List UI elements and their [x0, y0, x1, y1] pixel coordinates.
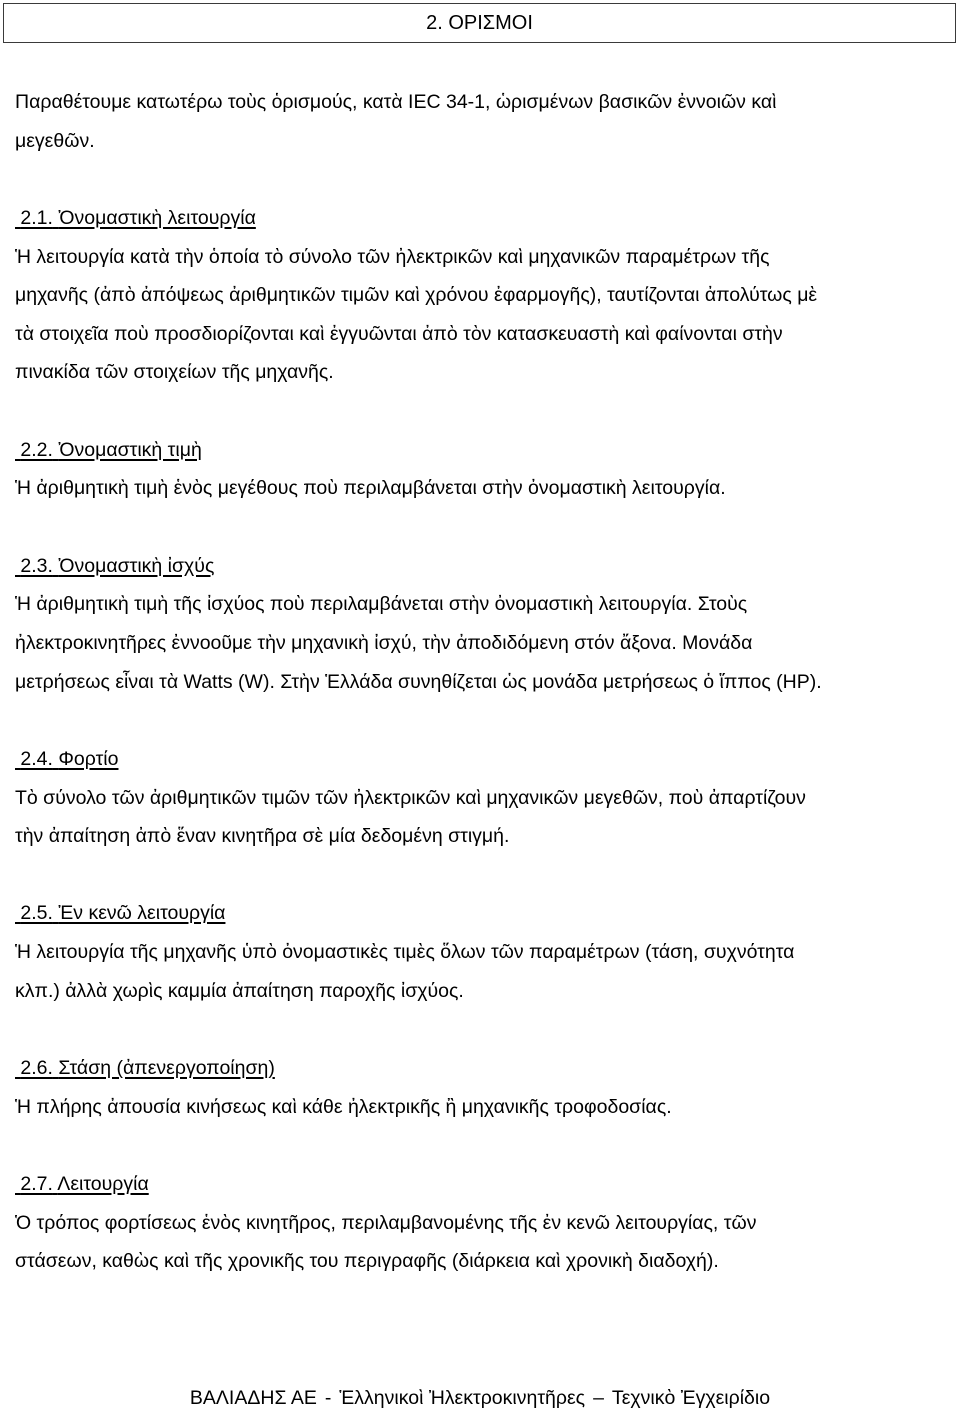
section-line: μηχανῆς (ἀπὸ ἀπόψεως ἀριθμητικῶν τιμῶν καὶ χρόνου ἐφαρμογῆς), ταυτίζονται ἀπολύτως μὲ [15, 284, 818, 307]
intro-line: μεγεθῶν. [15, 129, 95, 152]
section-line: ἠλεκτροκινητῆρες ἐννοοῦμε τὴν μηχανικὴ ἰσχύ, τὴν ἀποδιδόμενη στόν ἄξονα. Μονάδα [15, 631, 753, 654]
section-line: Ἡ λειτουργία κατὰ τὴν ὁποία τὸ σύνολο τῶν ἠλεκτρικῶν καὶ μηχανικῶν παραμέτρων τῆς [15, 245, 770, 268]
section-heading [15, 547, 950, 586]
section-line: πινακίδα τῶν στοιχείων τῆς μηχανῆς. [15, 361, 334, 384]
section-number: 2.4. [20, 747, 53, 770]
section-number: 2.3. [20, 554, 53, 577]
section-line: Ἡ πλήρης ἀπουσία κινήσεως καὶ κάθε ἠλεκτρικῆς ἢ μηχανικῆς τροφοδοσίας. [15, 1095, 672, 1118]
section-line: μετρήσεως εἶναι τὰ Watts (W). Στὴν Ἑλλάδα συνηθίζεται ὡς μονάδα μετρήσεως ὁ ἵππος (HP). [15, 670, 822, 693]
section-number: 2.6. [20, 1057, 53, 1080]
section-line: τὴν ἀπαίτηση ἀπὸ ἕναν κινητῆρα σὲ μία δεδομένη στιγμή. [15, 825, 510, 848]
section-heading [15, 1049, 950, 1088]
section-heading [15, 740, 950, 779]
section-title: Φορτίο [58, 747, 119, 770]
section-heading [15, 199, 950, 238]
section-2-7 [15, 1165, 950, 1281]
document-body [15, 83, 950, 1281]
intro-paragraph [15, 83, 950, 160]
section-line: Ἡ ἀριθμητικὴ τιμὴ ἑνὸς μεγέθους ποὺ περιλαμβάνεται στὴν ὀνομαστικὴ λειτουργία. [15, 477, 726, 500]
section-heading [15, 894, 950, 933]
intro-line: Παραθέτουμε κατωτέρω τοὺς ὁρισμούς, κατὰ IEC 34-1, ὡρισμένων βασικῶν ἐννοιῶν καὶ [15, 91, 777, 113]
footer-company: ΒΑΛΙΑΔΗΣ ΑΕ [189, 1387, 317, 1409]
section-title: Ἐν κενῶ λειτουργία [58, 902, 226, 925]
section-title: Ὀνομαστικὴ λειτουργία [58, 206, 256, 229]
section-2-3 [15, 547, 950, 702]
section-2-6 [15, 1049, 950, 1126]
section-heading [15, 1165, 950, 1204]
section-title: Ὀνομαστικὴ ἰσχύς [58, 554, 215, 577]
section-title: Λειτουργία [57, 1172, 149, 1195]
section-line: Ἡ λειτουργία τῆς μηχανῆς ὑπὸ ὀνομαστικὲς τιμὲς ὅλων τῶν παραμέτρων (τάση, συχνότητα [15, 941, 795, 964]
section-2-2 [15, 431, 950, 508]
footer-product: Ἑλληνικοὶ Ἠλεκτροκινητῆρες [339, 1387, 586, 1409]
footer-separator: – [593, 1387, 604, 1409]
section-number: 2.7. [20, 1172, 53, 1195]
section-number: 2.2. [20, 438, 53, 461]
section-number: 2.5. [20, 902, 53, 925]
section-line: τὰ στοιχεῖα ποὺ προσδιορίζονται καὶ ἐγγυῶνται ἀπὸ τὸν κατασκευαστὴ καὶ φαίνονται στὴν [15, 322, 783, 345]
section-title: Ὀνομαστικὴ τιμὴ [58, 438, 202, 461]
footer-separator: - [324, 1387, 332, 1409]
section-2-4 [15, 740, 950, 856]
page-footer [0, 1380, 960, 1416]
section-line: κλπ.) ἀλλὰ χωρὶς καμμία ἀπαίτηση παροχῆς ἰσχύος. [15, 979, 464, 1002]
section-title: Στάση (ἀπενεργοποίηση) [58, 1057, 275, 1080]
section-2-5 [15, 894, 950, 1010]
chapter-header-box [3, 3, 956, 43]
footer-document: Τεχνικὸ Ἐγχειρίδιο [611, 1387, 771, 1409]
section-line: Ἡ ἀριθμητικὴ τιμὴ τῆς ἰσχύος ποὺ περιλαμβάνεται στὴν ὀνομαστικὴ λειτουργία. Στοὺς [15, 593, 748, 616]
section-line: στάσεων, καθὼς καὶ τῆς χρονικῆς του περιγραφῆς (διάρκεια καὶ χρονικὴ διαδοχή). [15, 1250, 719, 1273]
chapter-title: 2. ΟΡΙΣΜΟΙ [426, 11, 533, 34]
section-line: Ὁ τρόπος φορτίσεως ἑνὸς κινητῆρος, περιλαμβανομένης τῆς ἐν κενῶ λειτουργίας, τῶν [15, 1211, 757, 1234]
section-number: 2.1. [20, 206, 53, 229]
section-heading [15, 431, 950, 470]
section-2-1 [15, 199, 950, 392]
section-line: Τὸ σύνολο τῶν ἀριθμητικῶν τιμῶν τῶν ἠλεκτρικῶν καὶ μηχανικῶν μεγεθῶν, ποὺ ἀπαρτίζουν [15, 786, 806, 809]
